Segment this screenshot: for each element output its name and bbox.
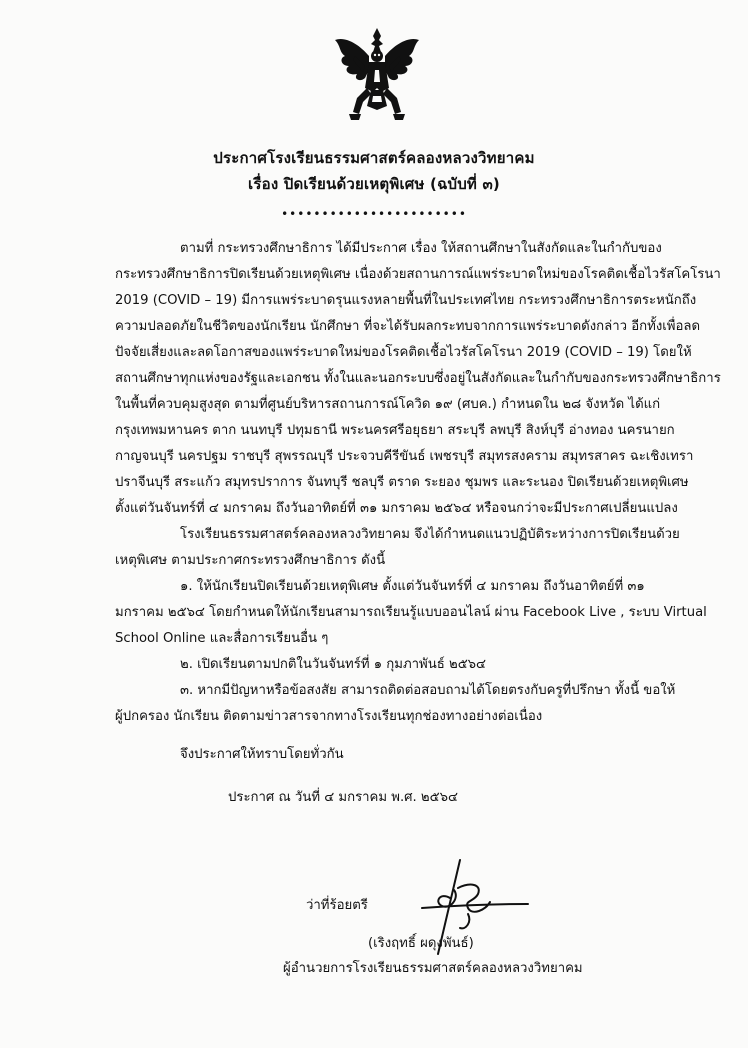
body-line: สถานศึกษาทุกแห่งของรัฐและเอกชน ทั้งในและนอกระบบซึ่งอยู่ในสังกัดและในกำกับของกระทรวงศึกษาธิการ xyxy=(115,371,721,386)
body-line: ปัจจัยเสี่ยงและลดโอกาสของแพร่ระบาดใหม่ของโรคติดเชื้อไวรัสโคโรนา 2019 (COVID – 19) โดยให้ xyxy=(115,345,692,360)
list-item-1: ๑. ให้นักเรียนปิดเรียนด้วยเหตุพิเศษ ตั้งแต่วันจันทร์ที่ ๔ มกราคม ถึงวันอาทิตย์ที่ ๓๑ xyxy=(180,579,645,594)
handwritten-signature xyxy=(420,858,530,956)
body-line: กาญจนบุรี นครปฐม ราชบุรี สุพรรณบุรี ประจวบคีรีขันธ์ เพชรบุรี สมุทรสงคราม สมุทรสาคร ฉะเชิงเทรา xyxy=(115,449,694,464)
closing-announce: จึงประกาศให้ทราบโดยทั่วกัน xyxy=(180,747,344,762)
separator-dots: ••••••••••••••••••••••• xyxy=(281,207,467,221)
list-item-3: ๓. หากมีปัญหาหรือข้อสงสัย สามารถติดต่อสอบถามได้โดยตรงกับครูที่ปรึกษา ทั้งนี้ ขอให้ xyxy=(180,683,676,698)
body-line: กระทรวงศึกษาธิการปิดเรียนด้วยเหตุพิเศษ เนื่องด้วยสถานการณ์แพร่ระบาดใหม่ของโรคติดเชื้อไวรัสโคโรนา xyxy=(115,267,721,282)
signer-position: ผู้อำนวยการโรงเรียนธรรมศาสตร์คลองหลวงวิทยาคม xyxy=(283,961,583,976)
body-line: ตั้งแต่วันจันทร์ที่ ๔ มกราคม ถึงวันอาทิตย์ที่ ๓๑ มกราคม ๒๕๖๔ หรือจนกว่าจะมีประกาศเปลี่ยนแปลง xyxy=(115,501,678,516)
body-line: ปราจีนบุรี สระแก้ว สมุทรปราการ จันทบุรี ชลบุรี ตราด ระยอง ชุมพร และระนอง ปิดเรียนด้วยเหตุพิเศษ xyxy=(115,475,689,490)
signer-name: (เริงฤทธิ์ ผดุงพันธ์) xyxy=(368,936,474,951)
announcement-subject: เรื่อง ปิดเรียนด้วยเหตุพิเศษ (ฉบับที่ ๓) xyxy=(248,175,500,193)
announcement-date: ประกาศ ณ วันที่ ๔ มกราคม พ.ศ. ๒๕๖๔ xyxy=(228,790,458,805)
announcement-title: ประกาศโรงเรียนธรรมศาสตร์คลองหลวงวิทยาคม xyxy=(213,149,535,167)
body-line: 2019 (COVID – 19) มีการแพร่ระบาดรุนแรงหลายพื้นที่ในประเทศไทย กระทรวงศึกษาธิการตระหนักถึง xyxy=(115,293,697,308)
list-item-1-cont: School Online และสื่อการเรียนอื่น ๆ xyxy=(115,631,329,646)
body-line: ความปลอดภัยในชีวิตของนักเรียน นักศึกษา ที่จะได้รับผลกระทบจากการแพร่ระบาดดังกล่าว อีกทั้งเพื่อลด xyxy=(115,319,701,334)
body-line: กรุงเทพมหานคร ตาก นนทบุรี ปทุมธานี พระนครศรีอยุธยา สระบุรี ลพบุรี สิงห์บุรี อ่างทอง นครนายก xyxy=(115,423,675,438)
garuda-emblem-icon xyxy=(331,26,423,122)
body-line: เหตุพิเศษ ตามประกาศกระทรวงศึกษาธิการ ดังนี้ xyxy=(115,553,386,568)
body-line: ตามที่ กระทรวงศึกษาธิการ ได้มีประกาศ เรื่อง ให้สถานศึกษาในสังกัดและในกำกับของ xyxy=(180,241,662,256)
list-item-2: ๒. เปิดเรียนตามปกติในวันจันทร์ที่ ๑ กุมภาพันธ์ ๒๕๖๔ xyxy=(180,657,487,672)
body-line: ในพื้นที่ควบคุมสูงสุด ตามที่ศูนย์บริหารสถานการณ์โควิด ๑๙ (ศบค.) กำหนดใน ๒๘ จังหวัด ได้แก่ xyxy=(115,397,661,412)
signer-rank: ว่าที่ร้อยตรี xyxy=(306,898,368,913)
list-item-1-cont: มกราคม ๒๕๖๔ โดยกำหนดให้นักเรียนสามารถเรียนรู้แบบออนไลน์ ผ่าน Facebook Live , ระบบ Virtual xyxy=(115,605,707,620)
list-item-3-cont: ผู้ปกครอง นักเรียน ติดตามข่าวสารจากทางโรงเรียนทุกช่องทางอย่างต่อเนื่อง xyxy=(115,709,543,724)
body-line: โรงเรียนธรรมศาสตร์คลองหลวงวิทยาคม จึงได้กำหนดแนวปฏิบัติระหว่างการปิดเรียนด้วย xyxy=(180,527,680,542)
